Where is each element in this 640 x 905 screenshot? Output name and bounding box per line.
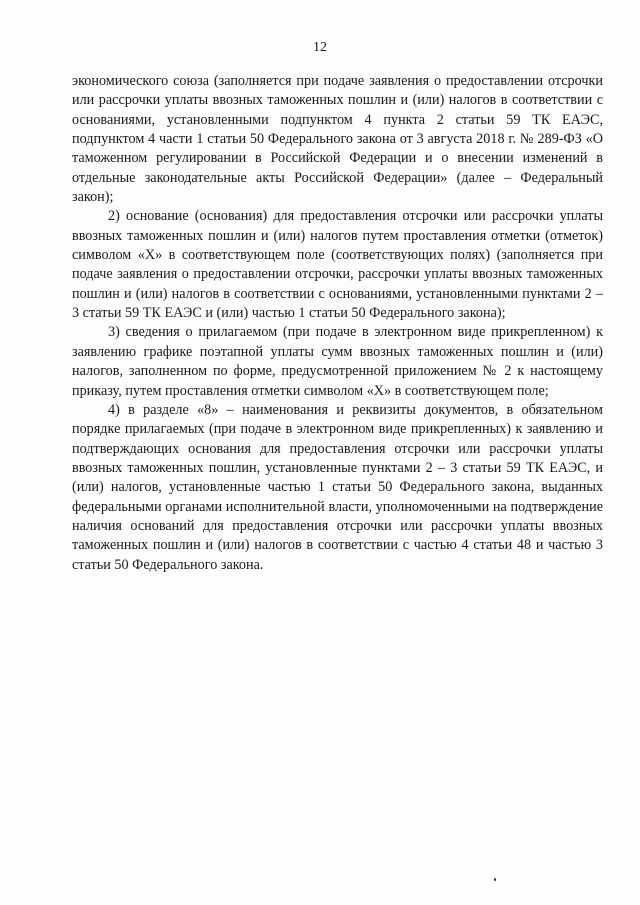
paragraph-item-4: 4) в разделе «8» – наименования и реквизиты документов, в обязательном порядке прилагаемых (при подаче в электронном виде прикрепленных) к заявлению и подтверждающих основания для предоставления отсрочки или рассрочки уплаты ввозных таможенных пошлин, установленные пунктами 2 – 3 статьи 59 ТК ЕАЭС, и (или) налогов, установленные частью 1 статьи 50 Федерального закона, выданных федеральными органами исполнительной власти, уполномоченными на подтверждение наличия оснований для предоставления отсрочки или рассрочки уплаты ввозных таможенных пошлин и (или) налогов в соответствии с частью 4 статьи 48 и частью 3 статьи 50 Федерального закона.	[72, 401, 603, 573]
paragraph-continuation: экономического союза (заполняется при подаче заявления о предоставлении отсрочки или рассрочки уплаты ввозных таможенных пошлин и (или) налогов в соответствии с основаниями, установленными подпунктом 4 пункта 2 статьи 59 ТК ЕАЭС, подпунктом 4 части 1 статьи 50 Федерального закона от 3 августа 2018 г. № 289-ФЗ «О таможенном регулировании в Российской Федерации и о внесении изменений в отдельные законодательные акты Российской Федерации» (далее – Федеральный закон);	[72, 73, 603, 206]
document-body	[72, 72, 603, 575]
scan-speck	[494, 878, 496, 881]
paragraph-item-2: 2) основание (основания) для предоставления отсрочки или рассрочки уплаты ввозных таможенных пошлин и (или) налогов путем проставления отметки (отметок) символом «X» в соответствующем поле (соответствующих полях) (заполняется при подаче заявления о предоставлении отсрочки, рассрочки уплаты ввозных таможенных пошлин и (или) налогов в соответствии с основаниями, установленными пунктами 2 – 3 статьи 59 ТК ЕАЭС и (или) частью 1 статьи 50 Федерального закона);	[72, 208, 603, 322]
paragraph-item-3: 3) сведения о прилагаемом (при подаче в электронном виде прикрепленном) к заявлению графике поэтапной уплаты сумм ввозных таможенных пошлин и (или) налогов, заполненном по форме, предусмотренной приложением № 2 к настоящему приказу, путем проставления отметки символом «X» в соответствующем поле;	[72, 324, 603, 399]
page-number: 12	[313, 40, 327, 55]
